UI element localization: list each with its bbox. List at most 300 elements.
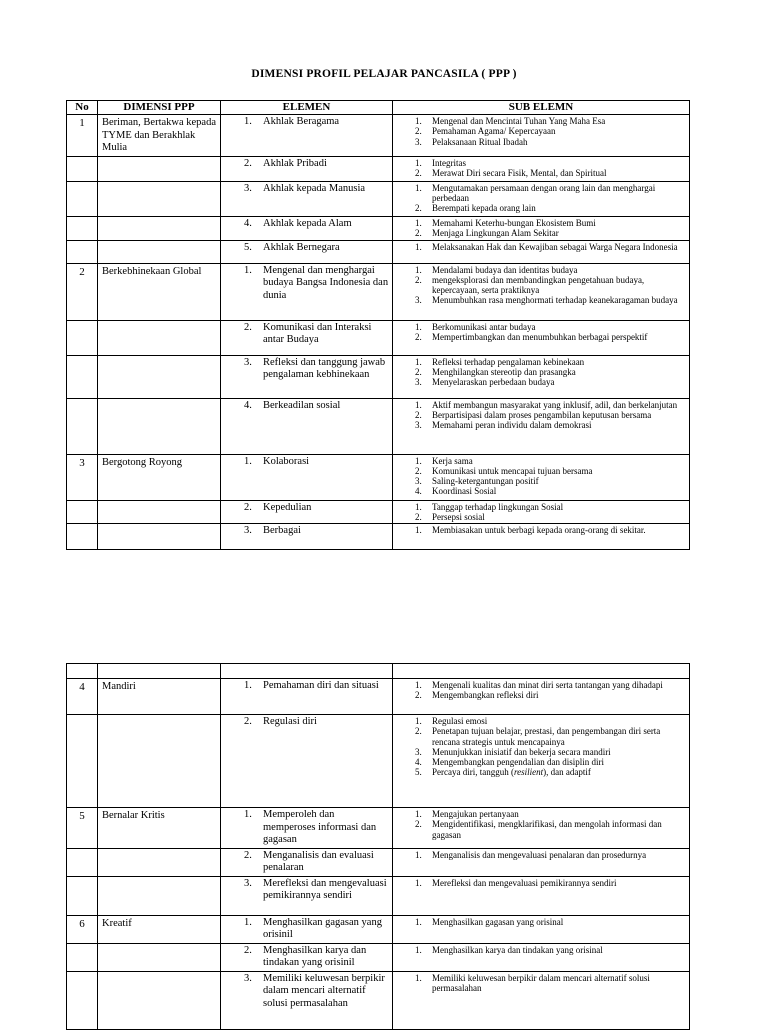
sub-element-number: 1.	[415, 356, 422, 367]
element-list	[224, 502, 389, 515]
sub-element-text: Tanggap terhadap lingkungan Sosial	[432, 501, 564, 512]
element-item	[224, 116, 389, 129]
sub-element-list	[396, 973, 686, 994]
sub-element-number: 1.	[415, 217, 422, 228]
element-number: 3.	[244, 356, 252, 368]
element-item	[224, 716, 389, 729]
row-number	[67, 216, 98, 240]
sub-element-text: Menghilangkan stereotip dan prasangka	[432, 366, 576, 377]
sub-element-number: 1.	[415, 321, 422, 332]
element-number: 2.	[244, 321, 252, 333]
row-number: 5	[67, 808, 98, 849]
element-list	[224, 322, 389, 347]
sub-element-item	[396, 690, 686, 700]
sub-element-cell	[393, 943, 690, 971]
sub-element-number: 1.	[415, 525, 422, 536]
element-cell	[221, 240, 393, 263]
element-text: Menghasilkan gagasan yang orisinil	[263, 916, 382, 940]
table-header-row	[67, 101, 690, 115]
sub-element-text: Menghasilkan gagasan yang orisinal	[432, 916, 564, 927]
element-number: 1.	[244, 680, 252, 691]
row-number: 3	[67, 454, 98, 500]
sub-element-number: 4.	[415, 486, 422, 497]
element-cell	[221, 263, 393, 320]
element-item	[224, 158, 389, 171]
sub-element-item	[396, 973, 686, 994]
blank-cell	[393, 664, 690, 679]
table-row	[67, 971, 690, 1029]
sub-element-item	[396, 275, 686, 296]
sub-element-text-end: ), dan adaptif	[543, 767, 591, 778]
sub-element-number: 2.	[415, 331, 422, 342]
row-number: 1	[67, 115, 98, 157]
sub-element-item	[396, 767, 686, 777]
sub-element-number: 1.	[415, 916, 422, 927]
sub-element-number: 2.	[415, 726, 422, 737]
dimension-cell	[98, 715, 221, 808]
sub-element-cell	[393, 915, 690, 943]
sub-element-item	[396, 476, 686, 486]
row-number	[67, 398, 98, 454]
sub-element-text: Merawat Diri secara Fisik, Mental, dan Spiritual	[432, 167, 607, 178]
sub-element-text: Mengenali kualitas dan minat diri serta tantangan yang dihadapi	[432, 680, 663, 690]
element-item	[224, 809, 389, 847]
sub-element-text: Memiliki keluwesan berpikir dalam mencari alternatif solusi permasalahan	[432, 972, 650, 993]
table-row	[67, 500, 690, 524]
dimension-cell: Beriman, Bertakwa kepada TYME dan Berakhlak Mulia	[98, 115, 221, 157]
sub-element-text: Membiasakan untuk berbagi kepada orang-orang di sekitar.	[432, 525, 646, 536]
sub-element-number: 1.	[415, 680, 422, 690]
sub-element-text: Integritas	[432, 157, 466, 168]
row-number: 2	[67, 263, 98, 320]
element-item	[224, 945, 389, 970]
element-item	[224, 525, 389, 538]
row-number	[67, 240, 98, 263]
sub-element-text: Mengembangkan pengendalian dan disiplin diri	[432, 757, 604, 768]
row-number	[67, 181, 98, 216]
row-number	[67, 320, 98, 355]
sub-element-number: 1.	[415, 116, 422, 126]
table-1-body	[67, 115, 690, 550]
sub-element-emphasis: resilient	[513, 767, 544, 778]
sub-element-number: 2.	[415, 227, 422, 238]
sub-element-item	[396, 357, 686, 367]
sub-element-number: 1.	[415, 264, 422, 275]
element-item	[224, 502, 389, 515]
element-item	[224, 400, 389, 413]
element-list	[224, 116, 389, 129]
sub-element-number: 2.	[415, 126, 422, 137]
element-number: 1.	[244, 455, 252, 467]
dimension-cell: Kreatif	[98, 915, 221, 943]
sub-element-item	[396, 420, 686, 430]
sub-element-number: 5.	[415, 767, 422, 778]
dimension-cell	[98, 355, 221, 398]
element-text: Merefleksi dan mengevaluasi pemikirannya sendiri	[263, 877, 387, 901]
sub-element-list	[396, 502, 686, 523]
element-text: Berbagai	[263, 525, 301, 537]
table-row	[67, 715, 690, 808]
sub-element-cell	[393, 181, 690, 216]
sub-element-cell	[393, 156, 690, 181]
row-number: 6	[67, 915, 98, 943]
dimension-cell	[98, 848, 221, 876]
sub-element-item	[396, 819, 686, 840]
sub-element-item	[396, 228, 686, 238]
sub-element-item	[396, 726, 686, 747]
sub-element-list	[396, 716, 686, 778]
table-row-blank	[67, 664, 690, 679]
row-number	[67, 524, 98, 550]
element-cell	[221, 216, 393, 240]
sub-element-cell	[393, 263, 690, 320]
sub-element-item	[396, 809, 686, 819]
sub-element-cell	[393, 971, 690, 1029]
element-list	[224, 400, 389, 413]
element-item	[224, 183, 389, 196]
dimension-cell: Bernalar Kritis	[98, 808, 221, 849]
sub-element-item	[396, 680, 686, 690]
element-list	[224, 850, 389, 875]
sub-element-number: 1.	[415, 182, 422, 193]
element-cell	[221, 848, 393, 876]
sub-element-item	[396, 945, 686, 955]
sub-element-text: Mendalami budaya dan identitas budaya	[432, 264, 578, 275]
dimension-cell	[98, 240, 221, 263]
sub-element-text: Persepsi sosial	[432, 511, 485, 522]
sub-element-text: Pelaksanaan Ritual Ibadah	[432, 136, 528, 147]
sub-element-cell	[393, 876, 690, 915]
row-number: 4	[67, 679, 98, 715]
sub-element-text: Mengutamakan persamaan dengan orang lain dan menghargai perbedaan	[432, 182, 656, 203]
table-row	[67, 679, 690, 715]
element-list	[224, 183, 389, 196]
sub-element-text: Mengidentifikasi, mengklarifikasi, dan mengolah informasi dan gagasan	[432, 819, 662, 840]
sub-element-text: Mengajukan pertanyaan	[432, 809, 519, 819]
element-list	[224, 680, 389, 693]
sub-element-item	[396, 747, 686, 757]
element-number: 1.	[244, 116, 252, 127]
sub-element-item	[396, 322, 686, 332]
element-text: Akhlak Bernegara	[263, 241, 340, 253]
sub-element-number: 1.	[415, 972, 422, 983]
sub-element-cell	[393, 715, 690, 808]
table-row	[67, 156, 690, 181]
blank-cell	[221, 664, 393, 679]
sub-element-item	[396, 466, 686, 476]
sub-element-text: Komunikasi untuk mencapai tujuan bersama	[432, 465, 593, 476]
sub-element-list	[396, 322, 686, 343]
table-row	[67, 848, 690, 876]
element-list	[224, 716, 389, 729]
element-number: 2.	[244, 849, 252, 861]
dimension-cell	[98, 181, 221, 216]
sub-element-item	[396, 512, 686, 522]
table-row	[67, 320, 690, 355]
element-item	[224, 680, 389, 693]
element-cell	[221, 181, 393, 216]
sub-element-list	[396, 680, 686, 701]
element-text: Akhlak kepada Manusia	[263, 182, 366, 194]
row-number	[67, 715, 98, 808]
sub-element-number: 1.	[415, 501, 422, 512]
sub-element-number: 1.	[415, 849, 422, 860]
sub-element-number: 3.	[415, 420, 422, 431]
row-number	[67, 156, 98, 181]
table-row	[67, 876, 690, 915]
element-text: Pemahaman diri dan situasi	[263, 680, 379, 691]
sub-element-item	[396, 168, 686, 178]
sub-element-item	[396, 502, 686, 512]
element-text: Menghasilkan karya dan tindakan yang orisinil	[263, 944, 367, 968]
sub-element-item	[396, 850, 686, 860]
sub-element-number: 2.	[415, 167, 422, 178]
sub-element-text: Pemahaman Agama/ Kepercayaan	[432, 126, 556, 137]
dimension-cell	[98, 524, 221, 550]
sub-element-number: 2.	[415, 366, 422, 377]
sub-element-item	[396, 242, 686, 252]
element-list	[224, 973, 389, 1011]
element-item	[224, 878, 389, 903]
table-row	[67, 240, 690, 263]
sub-element-cell	[393, 500, 690, 524]
element-number: 4.	[244, 217, 252, 229]
sub-element-text: Mengembangkan refleksi diri	[432, 690, 539, 701]
element-text: Komunikasi dan Interaksi antar Budaya	[263, 321, 372, 345]
sub-element-item	[396, 137, 686, 147]
element-item	[224, 456, 389, 469]
element-list	[224, 809, 389, 847]
table-row	[67, 181, 690, 216]
element-cell	[221, 715, 393, 808]
blank-cell	[98, 664, 221, 679]
element-cell	[221, 355, 393, 398]
element-list	[224, 917, 389, 942]
sub-element-cell	[393, 679, 690, 715]
dimension-cell	[98, 500, 221, 524]
dimension-cell	[98, 971, 221, 1029]
sub-element-text: Berkomunikasi antar budaya	[432, 321, 536, 332]
sub-element-cell	[393, 115, 690, 157]
sub-element-text: Menyelaraskan perbedaan budaya	[432, 377, 555, 388]
sub-element-number: 1.	[415, 399, 422, 410]
sub-element-item	[396, 332, 686, 342]
sub-element-number: 1.	[415, 809, 422, 819]
table-2-body	[67, 664, 690, 1030]
sub-element-list	[396, 400, 686, 431]
sub-element-cell	[393, 398, 690, 454]
sub-element-item	[396, 265, 686, 275]
dimension-cell	[98, 943, 221, 971]
element-text: Berkeadilan sosial	[263, 399, 341, 411]
row-number	[67, 500, 98, 524]
element-item	[224, 322, 389, 347]
element-item	[224, 917, 389, 942]
sub-element-list	[396, 456, 686, 497]
element-text: Menganalisis dan evaluasi penalaran	[263, 849, 374, 873]
element-cell	[221, 971, 393, 1029]
blank-cell	[67, 664, 98, 679]
sub-element-item	[396, 917, 686, 927]
element-cell	[221, 524, 393, 550]
table-row	[67, 915, 690, 943]
sub-element-number: 1.	[415, 157, 422, 168]
sub-element-number: 2.	[415, 690, 422, 701]
sub-element-list	[396, 945, 686, 955]
sub-element-list	[396, 809, 686, 840]
sub-element-item	[396, 158, 686, 168]
sub-element-number: 3.	[415, 746, 422, 757]
sub-element-text: Mempertimbangkan dan menumbuhkan berbagai perspektif	[432, 331, 648, 342]
sub-element-item	[396, 410, 686, 420]
sub-element-text: Regulasi emosi	[432, 716, 488, 726]
row-number	[67, 848, 98, 876]
element-number: 1.	[244, 264, 252, 276]
table-row	[67, 263, 690, 320]
dimension-cell: Bergotong Royong	[98, 454, 221, 500]
element-item	[224, 242, 389, 255]
table-row	[67, 524, 690, 550]
element-cell	[221, 500, 393, 524]
sub-element-number: 3.	[415, 476, 422, 487]
sub-element-number: 4.	[415, 757, 422, 768]
table-row	[67, 216, 690, 240]
element-number: 2.	[244, 157, 252, 169]
sub-element-cell	[393, 524, 690, 550]
sub-element-text: Menjaga Lingkungan Alam Sekitar	[432, 227, 559, 238]
row-number	[67, 355, 98, 398]
element-cell	[221, 915, 393, 943]
element-list	[224, 525, 389, 538]
sub-element-item	[396, 400, 686, 410]
sub-element-item	[396, 486, 686, 496]
sub-element-item	[396, 126, 686, 136]
element-text: Akhlak Beragama	[263, 116, 340, 127]
sub-element-item	[396, 183, 686, 204]
sub-element-cell	[393, 320, 690, 355]
row-number	[67, 943, 98, 971]
element-text: Kepedulian	[263, 501, 312, 513]
sub-element-item	[396, 116, 686, 126]
element-list	[224, 878, 389, 903]
sub-element-text: Memahami peran individu dalam demokrasi	[432, 420, 592, 431]
dimension-cell	[98, 216, 221, 240]
element-cell	[221, 876, 393, 915]
sub-element-cell	[393, 848, 690, 876]
element-number: 3.	[244, 525, 252, 537]
element-number: 1.	[244, 809, 252, 820]
dimension-cell	[98, 398, 221, 454]
sub-element-number: 1.	[415, 716, 422, 726]
sub-element-item	[396, 218, 686, 228]
dimension-cell: Mandiri	[98, 679, 221, 715]
sub-element-text: Aktif membangun masyarakat yang inklusif, adil, dan berkelanjutan	[432, 399, 678, 410]
element-number: 3.	[244, 182, 252, 194]
sub-element-number: 1.	[415, 944, 422, 955]
element-list	[224, 265, 389, 303]
sub-element-list	[396, 850, 686, 860]
sub-element-cell	[393, 216, 690, 240]
sub-element-number: 2.	[415, 409, 422, 420]
sub-element-list	[396, 878, 686, 888]
sub-element-text: Menunjukkan inisiatif dan bekerja secara mandiri	[432, 746, 611, 757]
sub-element-item	[396, 377, 686, 387]
element-list	[224, 218, 389, 231]
sub-element-cell	[393, 454, 690, 500]
sub-element-text: Merefleksi dan mengevaluasi pemikirannya sendiri	[432, 877, 617, 888]
element-text: Mengenal dan menghargai budaya Bangsa Indonesia dan dunia	[263, 264, 389, 301]
element-item	[224, 973, 389, 1011]
sub-element-item	[396, 757, 686, 767]
element-cell	[221, 115, 393, 157]
element-list	[224, 456, 389, 469]
table-row	[67, 943, 690, 971]
sub-element-text: Percaya diri, tangguh (	[432, 767, 514, 778]
sub-element-text: Koordinasi Sosial	[432, 486, 497, 497]
element-number: 3.	[244, 877, 252, 889]
sub-element-list	[396, 158, 686, 179]
table-row	[67, 115, 690, 157]
sub-element-number: 1.	[415, 455, 422, 466]
element-number: 2.	[244, 501, 252, 513]
element-cell	[221, 320, 393, 355]
sub-element-cell	[393, 240, 690, 263]
element-cell	[221, 679, 393, 715]
sub-element-text: Berpartisipasi dalam proses pengambilan keputusan bersama	[432, 409, 652, 420]
sub-element-text: Menghasilkan karya dan tindakan yang orisinal	[432, 944, 603, 955]
element-number: 1.	[244, 916, 252, 928]
element-list	[224, 242, 389, 255]
header-no: No	[67, 101, 98, 115]
element-text: Akhlak kepada Alam	[263, 217, 352, 229]
sub-element-list	[396, 218, 686, 239]
sub-element-text: Saling-ketergantungan positif	[432, 476, 539, 487]
element-text: Memiliki keluwesan berpikir dalam mencari alternatif solusi permasalahan	[263, 972, 385, 1009]
element-cell	[221, 398, 393, 454]
element-item	[224, 357, 389, 382]
row-number	[67, 971, 98, 1029]
sub-element-item	[396, 295, 686, 305]
element-text: Memperoleh dan memperoses informasi dan gagasan	[263, 809, 377, 845]
sub-element-item	[396, 716, 686, 726]
element-item	[224, 265, 389, 303]
element-text: Akhlak Pribadi	[263, 157, 327, 169]
sub-element-list	[396, 183, 686, 214]
sub-element-list	[396, 265, 686, 306]
sub-element-text: Melaksanakan Hak dan Kewajiban sebagai Warga Negara Indonesia	[432, 241, 678, 252]
sub-element-number: 1.	[415, 877, 422, 888]
sub-element-text: Mengenal dan Mencintai Tuhan Yang Maha Esa	[432, 116, 606, 126]
sub-element-list	[396, 357, 686, 388]
dimension-cell: Berkebhinekaan Global	[98, 263, 221, 320]
element-list	[224, 945, 389, 970]
element-cell	[221, 943, 393, 971]
sub-element-list	[396, 525, 686, 535]
table-row	[67, 398, 690, 454]
sub-element-number: 2.	[415, 511, 422, 522]
dimension-cell	[98, 876, 221, 915]
sub-element-text: Kerja sama	[432, 455, 473, 466]
sub-element-number: 3.	[415, 295, 422, 306]
sub-element-number: 2.	[415, 203, 422, 214]
row-number	[67, 876, 98, 915]
header-sub-element: SUB ELEMN	[393, 101, 690, 115]
sub-element-cell	[393, 355, 690, 398]
element-cell	[221, 156, 393, 181]
sub-element-list	[396, 917, 686, 927]
element-list	[224, 357, 389, 382]
sub-element-text: Memahami Keterhu-bungan Ekosistem Bumi	[432, 217, 596, 228]
